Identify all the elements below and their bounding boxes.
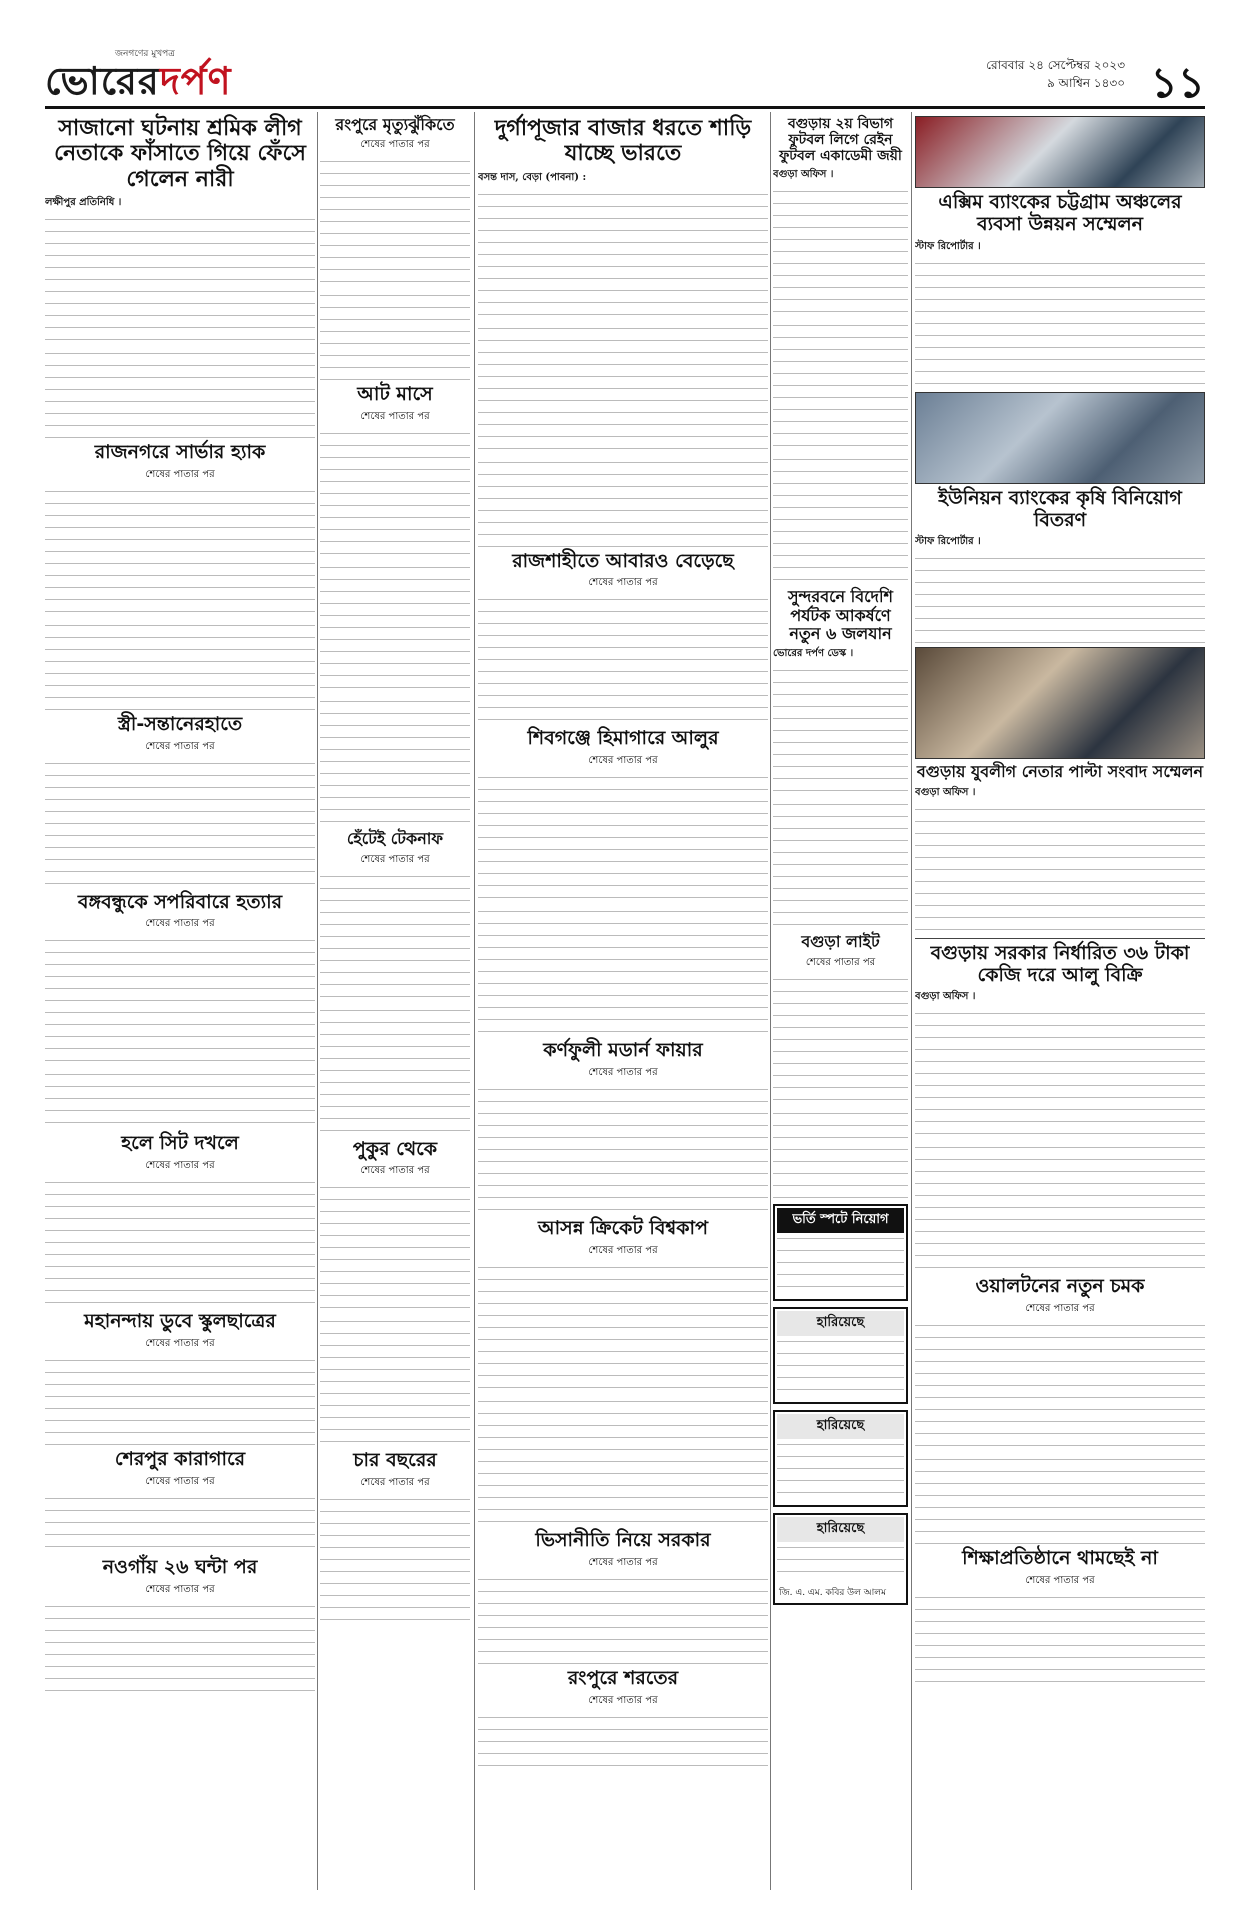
logo-word-a: ভোরের [45, 59, 160, 103]
headline-worker-league: সাজানো ঘটনায় শ্রমিক লীগ নেতাকে ফাঁসাতে গিয়ে ফেঁসে গেলেন নারী [54, 116, 306, 192]
headline-four-years: চার বছরের [353, 1449, 437, 1472]
ad-body [777, 1233, 904, 1293]
headline-hall-seat: হলে সিট দখলে [121, 1132, 239, 1155]
article-body [915, 553, 1205, 643]
continued-note: শেষের পাতার পর [145, 740, 215, 752]
column-divider [474, 112, 475, 1890]
headline-naogaon: নওগাঁয় ২৬ ঘন্টা পর [102, 1555, 258, 1578]
article-body [320, 871, 470, 1001]
ad-body [777, 1439, 904, 1499]
article-body [478, 1712, 768, 1772]
ad-body [777, 1336, 904, 1396]
headline-sherpur-jail: শেরপুর কারাগারে [114, 1448, 246, 1471]
article-body [773, 974, 908, 1104]
continued-note: শেষের পাতার পর [145, 1583, 215, 1595]
classified-ad [773, 1307, 908, 1404]
headline-educational-institutions: শিক্ষাপ্রতিষ্ঠানে থামছেই না [962, 1547, 1158, 1570]
article-body [915, 1142, 1205, 1272]
headline-shibganj: শিবগঞ্জে হিমাগারে আলুর [527, 727, 719, 750]
continued-note: শেষের পাতার পর [1025, 1575, 1095, 1587]
page-number: ১১ [1150, 58, 1205, 107]
news-photo [915, 392, 1205, 484]
byline: লক্ষীপুর প্রতিনিধি । [45, 196, 122, 208]
headline-bangabandhu: বঙ্গবন্ধুকে সপরিবারে হত্যার [77, 890, 283, 913]
column-divider [770, 112, 771, 1890]
date-bengali: ৯ আশ্বিন ১৪৩০ [1046, 76, 1125, 90]
byline: স্টাফ রিপোর্টার । [915, 240, 981, 252]
continued-note: শেষের পাতার পর [360, 1477, 430, 1489]
headline-union-bank: ইউনিয়ন ব্যাংকের কৃষি বিনিয়োগ বিতরণ [938, 486, 1182, 531]
article-body [45, 1069, 315, 1129]
article-body [478, 1262, 768, 1392]
continued-note: শেষের পাতার পর [588, 577, 658, 589]
masthead-tagline: জনগণের মুখপত্র [115, 49, 175, 59]
continued-note: শেষের পাতার পর [805, 956, 876, 968]
article-body [915, 1454, 1205, 1544]
headline-server-hack: রাজনগরে সার্ভার হ্যাক [94, 440, 266, 463]
article-body [320, 428, 470, 558]
divider [915, 938, 1205, 939]
issue-date [986, 56, 1125, 92]
article-body [45, 935, 315, 1065]
headline-visa-policy: ভিসানীতি নিয়ে সরকার [535, 1528, 711, 1551]
headline-rangpur-risk: রংপুরে মৃত্যুঝুঁকিতে [335, 115, 455, 134]
headline-bogura-football: বগুড়ায় ২য় বিভাগ ফুটবল লিগে রেইন ফুটবল একাডেমী জয়ী [779, 116, 902, 165]
ad-heading: হারিয়েছে [777, 1414, 904, 1439]
article-body [320, 1316, 470, 1446]
continued-note: শেষের পাতার পর [360, 411, 430, 423]
classified-ad [773, 1204, 908, 1301]
byline: স্টাফ রিপোর্টার । [915, 536, 981, 548]
continued-note: শেষের পাতার পর [588, 1067, 658, 1079]
ad-heading: হারিয়েছে [777, 1517, 904, 1542]
continued-note: শেষের পাতার পর [145, 1160, 215, 1172]
ad-heading: ভর্তি স্পটে নিয়োগ [777, 1208, 904, 1233]
ad-signatory: জি. এ. এম. কবির উল আলম [779, 1587, 886, 1598]
article-body [320, 156, 470, 286]
byline: বসন্ত দাস, বেড়া (পাবনা) : [478, 171, 587, 183]
article-body [915, 1592, 1205, 1682]
article-body [478, 1084, 768, 1214]
column-5 [915, 112, 1205, 1890]
article-body [478, 906, 768, 1036]
continued-note: শেষের পাতার পর [360, 853, 430, 865]
article-body [45, 1493, 315, 1553]
news-photo [915, 116, 1205, 188]
article-body [773, 186, 908, 316]
headline-pond: পুকুর থেকে [352, 1137, 438, 1160]
article-body [915, 1320, 1205, 1450]
column-divider [911, 112, 912, 1890]
article-body [915, 258, 1205, 388]
article-body [45, 1177, 315, 1307]
article-body [478, 772, 768, 902]
byline: বগুড়া অফিস । [915, 991, 976, 1003]
continued-note: শেষের পাতার পর [1025, 1303, 1095, 1315]
article-body [773, 799, 908, 929]
article-body [45, 1355, 315, 1445]
column-2 [320, 112, 470, 1890]
byline: বগুড়া অফিস । [915, 786, 976, 798]
ad-heading: হারিয়েছে [777, 1311, 904, 1336]
article-body [478, 323, 768, 453]
news-photo [915, 647, 1205, 759]
article-body [45, 620, 315, 710]
masthead [45, 50, 1205, 109]
date-gregorian: রোববার ২৪ সেপ্টেম্বর ২০২৩ [986, 58, 1125, 72]
headline-eight-months: আট মাসে [357, 383, 433, 406]
article-body [320, 1494, 470, 1624]
article-body [45, 348, 315, 438]
continued-note: শেষের পাতার পর [145, 1338, 215, 1350]
classified-ad [773, 1410, 908, 1507]
headline-walton: ওয়ালটনের নতুন চমক [975, 1275, 1145, 1298]
article-body [45, 1601, 315, 1691]
headline-cricket: আসন্ন ক্রিকেট বিশ্বকাপ [538, 1217, 708, 1240]
continued-note: শেষের পাতার পর [360, 1165, 430, 1177]
headline-mahananda: মহানন্দায় ডুবে স্কুলছাত্রের [84, 1310, 276, 1333]
article-body [773, 320, 908, 450]
continued-note: শেষের পাতার পর [588, 1244, 658, 1256]
column-4 [773, 112, 908, 1890]
article-body [915, 804, 1205, 934]
headline-jubo-league: বগুড়ায় যুবলীগ নেতার পাল্টা সংবাদ সম্মেলন [916, 762, 1204, 782]
ad-body [777, 1542, 904, 1582]
byline: ভোরের দর্পণ ডেস্ক । [773, 648, 854, 660]
article-body [478, 189, 768, 319]
article-body [45, 758, 315, 888]
article-body [45, 486, 315, 616]
headline-sundarbans: সুন্দরবনে বিদেশি পর্যটক আকর্ষণে নতুন ৬ জলযান [787, 587, 894, 644]
headline-teknaf: হেঁটেই টেকনাফ [346, 829, 444, 849]
column-divider [317, 112, 318, 1890]
headline-rangpur-autumn: রংপুরে শরতের [567, 1666, 679, 1689]
byline: বগুড়া অফিস । [773, 169, 834, 181]
headline-bogura-light: বগুড়া লাইট [801, 932, 880, 952]
article-body [320, 562, 470, 692]
article-body [478, 594, 768, 724]
continued-note: শেষের পাতার পর [588, 1694, 658, 1706]
headline-wife-children: স্ত্রী-সন্তানেরহাতে [117, 712, 243, 735]
headline-karnaphuli: কর্ণফুলী মডার্ন ফায়ার [543, 1039, 703, 1062]
article-body [478, 1574, 768, 1664]
headline-sari-india: দুর্গাপূজার বাজার ধরতে শাড়ি যাচ্ছে ভারতে [494, 116, 752, 167]
article-body [45, 214, 315, 344]
column-1 [45, 112, 315, 1890]
newspaper-logo [45, 52, 232, 116]
continued-note: শেষের পাতার পর [360, 139, 430, 151]
article-body [773, 665, 908, 795]
article-body [320, 696, 470, 826]
article-body [773, 454, 908, 584]
continued-note: শেষের পাতার পর [588, 1556, 658, 1568]
continued-note: শেষের পাতার পর [588, 755, 658, 767]
continued-note: শেষের পাতার পর [145, 1475, 215, 1487]
logo-word-b: দর্পণ [159, 59, 232, 103]
headline-rajshahi: রাজশাহীতে আবারও বেড়েছে [512, 549, 734, 572]
article-body [320, 290, 470, 380]
article-body [320, 1182, 470, 1312]
article-body [478, 457, 768, 547]
article-body [320, 1005, 470, 1135]
continued-note: শেষের পাতার পর [145, 468, 215, 480]
classified-ad [773, 1513, 908, 1605]
column-3 [478, 112, 768, 1890]
article-body [915, 1008, 1205, 1138]
headline-exim-bank: এক্সিম ব্যাংকের চট্টগ্রাম অঞ্চলের ব্যবসা উন্নয়ন সম্মেলন [938, 191, 1182, 235]
headline-potato-price: বগুড়ায় সরকার নির্ধারিত ৩৬ টাকা কেজি দরে আলু বিক্রি [930, 941, 1190, 986]
continued-note: শেষের পাতার পর [145, 918, 215, 930]
article-body [773, 1108, 908, 1198]
article-body [478, 1396, 768, 1526]
